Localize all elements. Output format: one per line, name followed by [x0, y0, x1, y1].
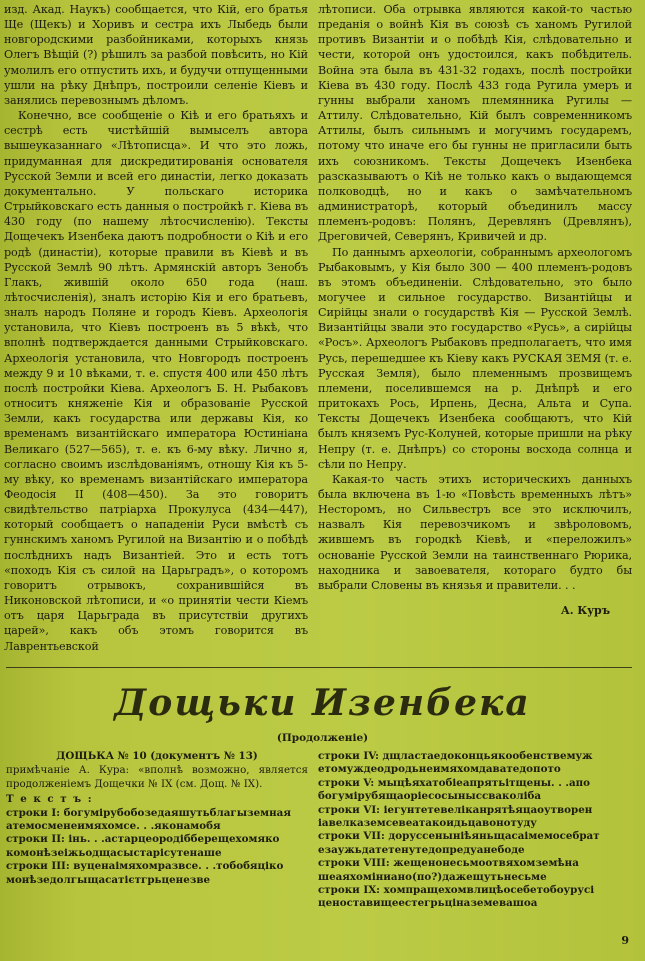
text-line: строки II: інь. . .астарцеородібберещехомяко: [6, 833, 280, 846]
section-subtitle: (Продолженіе): [276, 732, 369, 744]
paragraph: Какая-то часть этихъ историческихъ данныхъ была включена въ 1-ю «Повѣсть временныхъ лѣтъ» Несторомъ, но Сильвестръ все это исключилъ, назвалъ Кія перевозчикомъ и звѣроловомъ, жившемъ въ городкѣ Кіевѣ, и «переложилъ» основаніе Русской Земли на таинственнаго Рюрика, находника и завоевателя, котораго будто бы выбрали Словены въ князья и правители. . .: [318, 472, 632, 592]
paragraph: лѣтописи. Оба отрывка являются какой-то частью преданія о войнѣ Кія въ союзѣ съ ханомъ Ругилой противъ Византіи и о побѣдѣ Кія, слѣдовательно и чести, которой онъ удостоился, какъ побѣдитель. Война эта была въ 431-32 годахъ, послѣ постройки Кіева въ 430 году. Послѣ 433 года Ругила умеръ и гунны выбрали ханомъ племянника Ругилы — Аттилу. Слѣдовательно, Кій былъ современникомъ Аттилы, былъ сильнымъ и могучимъ государемъ, потому что иначе его бы гунны не пригласили быть ихъ союзникомъ. Тексты Дощечекъ Изенбека разсказываютъ о Кіѣ не только какъ о выдающемся полководцѣ, но и какъ о замѣчательномъ администраторѣ, который объединилъ массу племенъ-родовъ: Полянъ, Деревлянъ (Древлянъ), Дреговичей, Северянъ, Кривичей и др.: [318, 3, 632, 244]
text-line: ценоставищеестегрьціназемевашоа: [318, 897, 538, 910]
plate-heading: ДОЩЬКА № 10 (документъ № 13): [56, 750, 258, 762]
text-line: строки VII: доруссеныніѣяньщасаімемосебрат: [318, 830, 600, 843]
text-line: богумірубящаоріесосыныссваколіба: [318, 790, 542, 803]
article-left-column: [4, 2, 308, 654]
paragraph: изд. Акад. Наукъ) сообщается, что Кій, его братья Ще (Щекъ) и Хоривъ и сестра ихъ Лыбедь были новгородскими разбойниками, которыхъ князь Олегъ Вѣщій (?) рѣшилъ за разбой повѣсить, но Кій умолилъ его отпустить ихъ, и будучи отпущенными ушли на рѣку Днѣпръ, построили селеніе Кіевъ и занялись перевознымъ дѣломъ.: [4, 3, 308, 107]
text-line: езаужьдатетенутедопредуанебоде: [318, 843, 525, 856]
text-line: строки IV: дщластаедоконцьякообенствемуж: [318, 750, 593, 762]
author-signature: А. Куръ: [560, 604, 610, 618]
paragraph: По даннымъ археологіи, собраннымъ археологомъ Рыбаковымъ, у Кія было 300 — 400 племенъ-родовъ въ этомъ объединеніи. Слѣдовательно, это было могучее и сильное государство. Византійцы и Сирійцы знали о государствѣ Кія — Русской Землѣ. Византійцы звали это государство «Русь», а сирійцы «Росъ». Археологъ Рыбаковъ предполагаетъ, что имя Русь, перешедшее къ Кіеву какъ РУСКАЯ ЗЕМЯ (т. е. Русская Земля), было племеннымъ прозвищемъ племени, поселившемся на р. Днѣпрѣ и его притокахъ Рось, Ирпень, Десна, Альта и Супа. Тексты Дощечекъ Изенбека сообщаютъ, что Кій былъ княземъ Рус-Колуней, которые пришли на рѣку Непру (т. е. Днѣпръ) со стороны восхода солнца и сѣли по Непру.: [318, 245, 632, 471]
text-label: Т е к с т ъ :: [6, 793, 94, 806]
text-line: іавелказемсевеатакоидьцавонотуду: [318, 817, 537, 830]
editor-note: примѣчаніе А. Кура: «вполнѣ возможно, является продолженіемъ Дощечки № IX (см. Дощ. № IX).: [6, 764, 308, 790]
page-number: 9: [621, 934, 629, 947]
plate-right-column: [318, 750, 636, 911]
text-line: строки IX: хомпращехомвлицѣосебетобоурусі: [318, 884, 595, 897]
text-line: строки VI: іегунтетевеліканрятѣяцаоутворен: [318, 803, 593, 816]
text-line: строки III: вуценаімяхомразвсе. . .тобобяціко: [6, 860, 284, 873]
plate-left-column: [6, 750, 308, 887]
text-line: етомуждеодродьнеимяхомдаватедопото: [318, 763, 561, 776]
section-title: Дощьки Изенбека: [114, 682, 531, 724]
text-line: строки I: богумірубобозедаяшутьблагыземная: [6, 806, 291, 819]
text-line: комонѣзеіжьодщасыстарісутенаше: [6, 846, 222, 859]
text-line: строки V: мыцѣяхатобіеапрятьітщены. . .апо: [318, 776, 591, 789]
text-line: шеаяхоміниано(по?)дажещутьнесьме: [318, 870, 547, 883]
article-right-column: [318, 2, 632, 618]
text-line: монѣзедолгыщасатієтгрьценезве: [6, 873, 211, 886]
paragraph: Конечно, все сообщеніе о Кіѣ и его братьяхъ и сестрѣ есть чистѣйшій вымыселъ автора вышеуказаннаго «Лѣтописца». И что это ложь, придуманная для дискредитированія основателя Русской Земли и всей его династіи, легко доказать документально. У польскаго историка Стрыйковскаго есть данныя о постройкѣ г. Кіева въ 430 году (по нашему лѣтосчисленію). Тексты Дощечекъ Изенбека даютъ подробности о Кіѣ и его родѣ (династіи), которые правили въ Кіевѣ и въ Русской Землѣ 90 лѣтъ. Армянскій авторъ Зенобъ Глакъ, жившій около 650 года (наш. лѣтосчисленія), зналъ исторію Кія и его братьевъ, зналъ народъ Поляне и городъ Кіевъ. Археологія установила, что Кіевъ построенъ въ 5 вѣкѣ, что вполнѣ подтверждается данными Стрыйковскаго. Археологія установила, что Новгородъ построенъ между 9 и 10 вѣками, т. е. спустя 400 или 450 лѣтъ послѣ постройки Кіева. Археологъ Б. Н. Рыбаковъ относитъ княженіе Кія и образованіе Русской Земли, какъ государства или державы Кія, ко временамъ византійскаго императора Юстиніана Великаго (527—565), т. е. къ 6-му вѣку. Лично я, согласно своимъ изслѣдованіямъ, отношу Кія къ 5-му вѣку, ко временамъ византійскаго императора Феодосія II (408—450). За это говоритъ свидѣтельство патріарха Прокулуса (434—447), который сообщаетъ о нападеніи Руси вмѣстѣ съ гуннскимъ ханомъ Ругилой на Византію и о побѣдѣ послѣднихъ надъ Византіей. Это и есть тотъ «походъ Кія съ силой на Царьградъ», о которомъ говоритъ отрывокъ, сохранившійся въ Никоновской лѣтописи, и «о принятіи чести Кіемъ отъ царя Царьграда въ присутствіи другихъ царей», какъ объ этомъ говорится въ Лаврентьевской: [4, 109, 308, 653]
text-line: атемосменеимяхомсе. . .яконамобя: [6, 820, 221, 833]
section-divider: [6, 667, 632, 668]
text-line: строки VIII: жещенонесьмоотвяхомземѣна: [318, 857, 579, 870]
